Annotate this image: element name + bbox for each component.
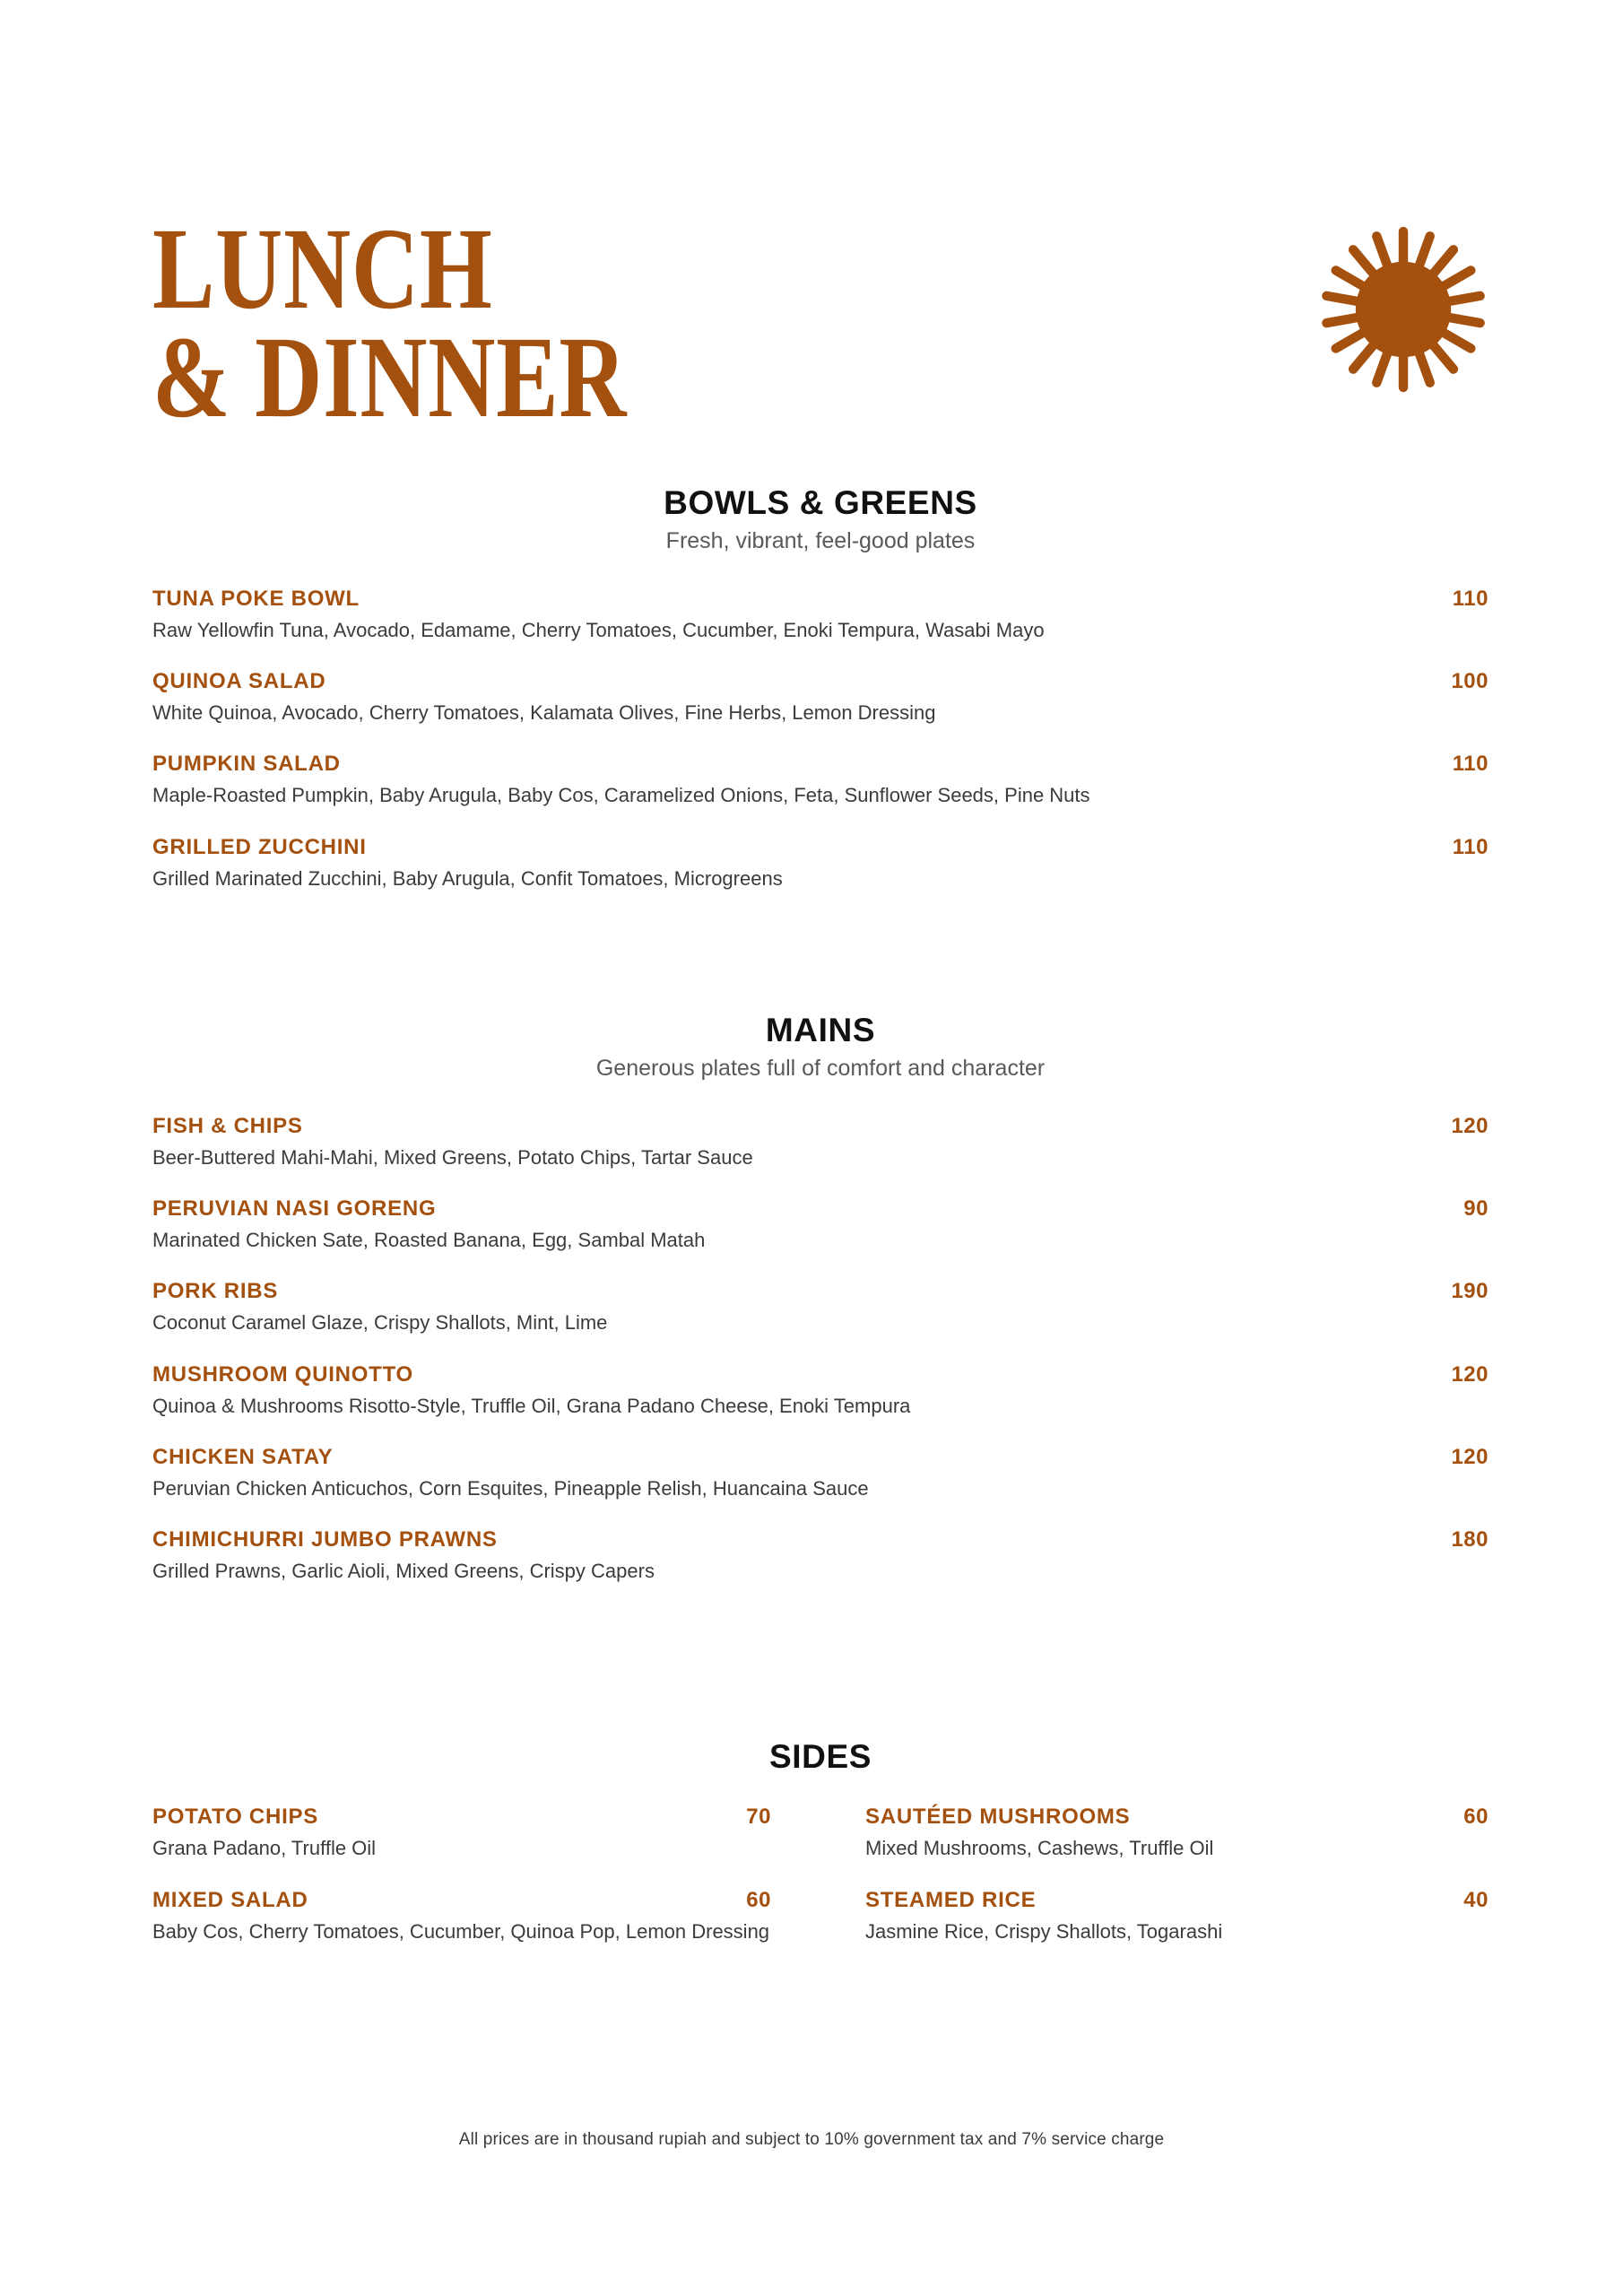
item-name: MUSHROOM QUINOTTO: [152, 1361, 413, 1387]
item-description: Coconut Caramel Glaze, Crispy Shallots, Mint, Lime: [152, 1311, 608, 1335]
item-price: 120: [1451, 1444, 1488, 1469]
menu-item: [152, 1526, 1488, 1585]
item-description: Quinoa & Mushrooms Risotto-Style, Truffle Oil, Grana Padano Cheese, Enoki Tempura: [152, 1394, 911, 1417]
section-subtitle: Generous plates full of comfort and character: [595, 1056, 1046, 1082]
item-price: 70: [746, 1805, 771, 1830]
item-description: Marinated Chicken Sate, Roasted Banana, Egg, Sambal Matah: [152, 1229, 706, 1252]
item-price: 60: [746, 1887, 771, 1912]
section-title: SIDES: [768, 1738, 872, 1775]
item-description: Beer-Buttered Mahi-Mahi, Mixed Greens, Potato Chips, Tartar Sauce: [152, 1145, 753, 1169]
sun-burst-icon: [1318, 224, 1488, 395]
menu-item: [152, 751, 1488, 809]
section-bowls-greens: [152, 484, 1488, 892]
item-name: TUNA POKE BOWL: [152, 586, 360, 611]
menu-item: [865, 1804, 1488, 1862]
section-header: [152, 1738, 1488, 1775]
item-name: STEAMED RICE: [865, 1887, 1037, 1912]
section-title: BOWLS & GREENS: [664, 484, 977, 521]
item-price: 60: [1463, 1805, 1488, 1830]
item-description: Maple-Roasted Pumpkin, Baby Arugula, Baby Cos, Caramelized Onions, Feta, Sunflower Seeds, Pine Nuts: [152, 784, 1090, 807]
menu-item: [865, 1887, 1488, 1945]
item-name: GRILLED ZUCCHINI: [152, 834, 367, 859]
menu-title-line-1: LUNCH: [152, 204, 493, 334]
menu-item-list: [152, 586, 1488, 892]
section-sides: [152, 1738, 1488, 1945]
item-description: Jasmine Rice, Crispy Shallots, Togarashi: [865, 1919, 1223, 1943]
menu-title-line-2: & DINNER: [152, 312, 628, 442]
item-description: White Quinoa, Avocado, Cherry Tomatoes, Kalamata Olives, Fine Herbs, Lemon Dressing: [152, 701, 936, 725]
item-name: PORK RIBS: [152, 1279, 279, 1304]
item-description: Mixed Mushrooms, Cashews, Truffle Oil: [865, 1837, 1214, 1860]
menu-item: [152, 1804, 771, 1862]
menu-item: [152, 1361, 1488, 1420]
section-header: [152, 484, 1488, 559]
price-disclaimer: All prices are in thousand rupiah and subject to 10% government tax and 7% service charge: [458, 2130, 1165, 2149]
menu-item-list: [152, 1113, 1488, 1585]
item-price: 110: [1452, 834, 1488, 859]
item-description: Grilled Marinated Zucchini, Baby Arugula, Confit Tomatoes, Microgreens: [152, 866, 783, 890]
menu-item: [152, 1887, 771, 1945]
item-price: 110: [1452, 752, 1488, 777]
item-name: POTATO CHIPS: [152, 1805, 319, 1830]
section-mains: [152, 1012, 1488, 1585]
item-description: Grana Padano, Truffle Oil: [152, 1837, 377, 1860]
menu-header: [152, 204, 1488, 442]
item-price: 110: [1452, 586, 1488, 611]
item-price: 40: [1463, 1887, 1488, 1912]
item-name: PERUVIAN NASI GORENG: [152, 1196, 437, 1222]
item-name: SAUTÉED MUSHROOMS: [865, 1805, 1131, 1830]
item-price: 90: [1463, 1196, 1488, 1222]
item-name: QUINOA SALAD: [152, 669, 326, 694]
item-price: 100: [1451, 669, 1488, 694]
item-name: FISH & CHIPS: [152, 1113, 303, 1138]
item-price: 180: [1451, 1527, 1488, 1552]
item-name: PUMPKIN SALAD: [152, 752, 341, 777]
item-name: MIXED SALAD: [152, 1887, 308, 1912]
item-description: Grilled Prawns, Garlic Aioli, Mixed Greens, Crispy Capers: [152, 1560, 655, 1583]
section-subtitle: Fresh, vibrant, feel-good plates: [665, 528, 976, 554]
item-price: 190: [1451, 1279, 1488, 1304]
item-name: CHIMICHURRI JUMBO PRAWNS: [152, 1527, 498, 1552]
section-header: [152, 1012, 1488, 1086]
item-description: Peruvian Chicken Anticuchos, Corn Esquites, Pineapple Relish, Huancaina Sauce: [152, 1476, 869, 1500]
item-description: Raw Yellowfin Tuna, Avocado, Edamame, Cherry Tomatoes, Cucumber, Enoki Tempura, Wasabi Mayo: [152, 618, 1045, 641]
item-name: CHICKEN SATAY: [152, 1444, 334, 1469]
item-description: Baby Cos, Cherry Tomatoes, Cucumber, Quinoa Pop, Lemon Dressing: [152, 1919, 770, 1943]
menu-item: [152, 1278, 1488, 1336]
menu-item: [152, 1113, 1488, 1171]
menu-item: [152, 834, 1488, 892]
section-title: MAINS: [765, 1012, 876, 1048]
page-title: [152, 204, 746, 442]
menu-item: [152, 668, 1488, 726]
menu-item: [152, 1444, 1488, 1502]
menu-item: [152, 1196, 1488, 1254]
menu-item: [152, 586, 1488, 644]
item-price: 120: [1451, 1361, 1488, 1387]
menu-item-grid: [152, 1804, 1488, 1944]
item-price: 120: [1451, 1113, 1488, 1138]
